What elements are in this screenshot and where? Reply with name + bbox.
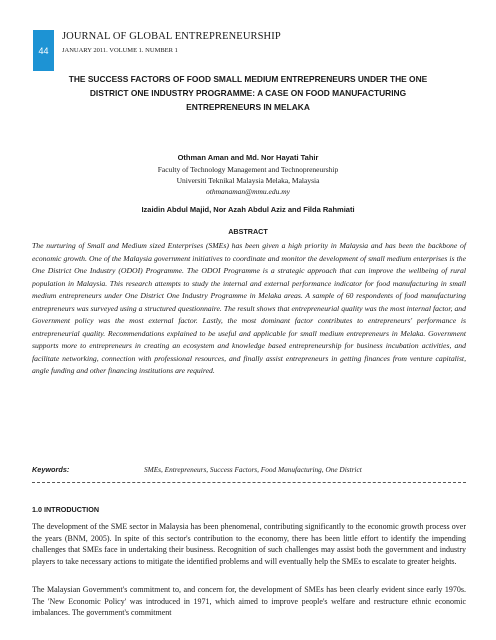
abstract-heading: ABSTRACT (228, 227, 268, 236)
journal-issue: JANUARY 2011. VOLUME 1. NUMBER 1 (62, 47, 178, 54)
keywords-line (32, 465, 472, 474)
affiliation-line-2: Universiti Teknikal Malaysia Melaka, Malaysia (176, 176, 320, 185)
author-email[interactable]: othmanaman@mmu.edu.my (206, 187, 290, 196)
keywords-value: SMEs, Entrepreneurs, Success Factors, Food Manufacturing, One District (144, 465, 362, 474)
page-number: 44 (38, 45, 49, 56)
introduction-paragraph-2: The Malaysian Government's commitment to, and concern for, the development of SMEs has been clearly evident since early 1970s. The 'New Economic Policy' was introduced in 1971, which aimed to improve people's welfare and restructure ethnic economic imbalances. The government's commitment (32, 585, 466, 617)
abstract-text: The nurturing of Small and Medium sized Enterprises (SMEs) has been given a high priority in Malaysia and has been the backbone of economic growth. One of the Malaysia government initiatives to coordinate and monitor the development of small medium enterprises is the One District One Industry (ODOI) Programme. The ODOI Programme is a strategic approach that can improve the wellbeing of rural population in Malaysia. This research attempts to study the internal and external performance indicator for food manufacturing in small medium entrepreneurs under One District One Industry Programme in Melaka areas. A sample of 60 respondents of food manufacturing entrepreneurs was surveyed using a structured questionnaire. The result shows that entrepreneurial quality was the most internal factor, and Government policy was the most external factor. Lastly, the most dominant factor contributes to entrepreneurs' performance is entrepreneurial quality. Recommendations explained to be useful and applicable for small medium entrepreneurs in Melaka. Government supports more to entrepreneurs in creating an ecosystem and knowledge based entrepreneurship for business incubation activities, and facilitate networking, connection with professional resources, and finally assist entrepreneurs in getting finances from venture capitalist, angle funding and other financing institutions are required. (32, 241, 466, 375)
journal-title: JOURNAL OF GLOBAL ENTREPRENEURSHIP (62, 31, 281, 42)
page-number-badge (33, 30, 54, 71)
introduction-paragraph-1: The development of the SME sector in Malaysia has been phenomenal, contributing significantly to the economic growth process over the years (BNM, 2005). In spite of this sector's contribution to the economy, there has been little effort to identify the impending challenges that SMEs face in undertaking their business. Recognition of such challenges may assist both the government and industry players to take necessary actions to mitigate the identified problems and will eventually help the SMEs to escalate to greater heights. (32, 522, 466, 566)
paper-title: THE SUCCESS FACTORS OF FOOD SMALL MEDIUM ENTREPRENEURS UNDER THE ONE DISTRICT ONE INDUSTRY PROGRAMME: A CASE ON FOOD MANUFACTURING ENTREPRENEURS IN MELAKA (68, 74, 428, 112)
secondary-authors: Izaidin Abdul Majid, Nor Azah Abdul Aziz and Filda Rahmiati (141, 205, 355, 214)
section-divider (32, 482, 466, 483)
keywords-label: Keywords: (32, 465, 70, 474)
affiliation-line-1: Faculty of Technology Management and Technopreneurship (157, 165, 339, 174)
primary-authors: Othman Aman and Md. Nor Hayati Tahir (177, 153, 319, 162)
introduction-heading: 1.0 INTRODUCTION (32, 505, 100, 514)
